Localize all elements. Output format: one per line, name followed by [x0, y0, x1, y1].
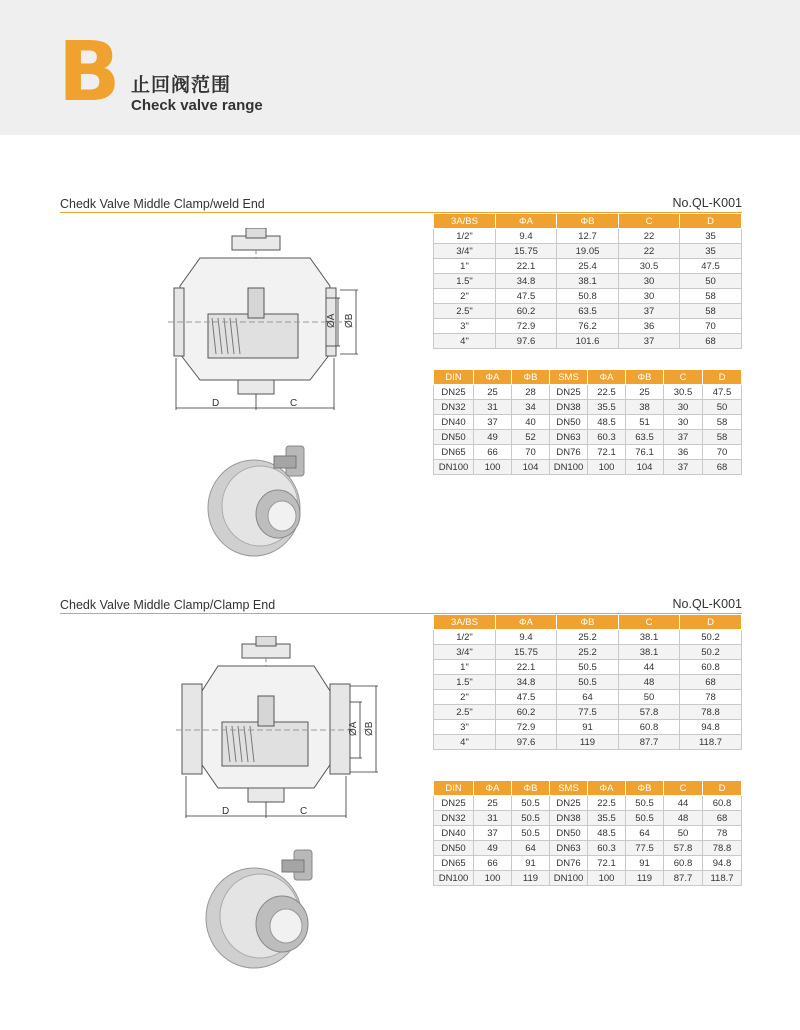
- table-cell: 1.5": [434, 675, 496, 690]
- table-header-row: [434, 615, 742, 630]
- table-cell: 1": [434, 660, 496, 675]
- table-cell: 60.8: [680, 660, 742, 675]
- section-2-inch-table: [433, 614, 742, 750]
- dim-c-label: C: [290, 398, 298, 409]
- table-cell: 22.1: [496, 259, 557, 274]
- table-row: [434, 229, 742, 244]
- table-row: [434, 811, 742, 826]
- table-cell: 28: [512, 385, 550, 400]
- column-header: SMS: [550, 781, 588, 796]
- column-header: 3A/BS: [434, 214, 496, 229]
- section-2-title: Chedk Valve Middle Clamp/Clamp End: [60, 598, 276, 612]
- section-1-inch-table: [433, 213, 742, 349]
- table-cell: 48: [664, 811, 703, 826]
- table-cell: 34: [512, 400, 550, 415]
- table-cell: 60.3: [588, 841, 626, 856]
- table-cell: DN100: [434, 871, 474, 886]
- table-cell: 50.2: [680, 645, 742, 660]
- table-cell: 118.7: [680, 735, 742, 750]
- table-cell: 60.8: [703, 796, 742, 811]
- column-header: ΦA: [474, 370, 512, 385]
- table-cell: 2": [434, 690, 496, 705]
- table-cell: DN76: [550, 856, 588, 871]
- table-cell: 37: [664, 460, 703, 475]
- table-row: [434, 415, 742, 430]
- table-cell: 44: [664, 796, 703, 811]
- table-cell: 68: [703, 811, 742, 826]
- table-cell: 87.7: [619, 735, 680, 750]
- table-cell: 2.5": [434, 705, 496, 720]
- table-cell: 66: [474, 856, 512, 871]
- table-cell: 9.4: [496, 630, 557, 645]
- table-cell: 3/4": [434, 645, 496, 660]
- table-cell: 19.05: [557, 244, 619, 259]
- table-cell: 25.4: [557, 259, 619, 274]
- table-cell: 47.5: [496, 690, 557, 705]
- table-cell: DN25: [550, 796, 588, 811]
- column-header: ΦA: [588, 370, 626, 385]
- table-cell: DN32: [434, 811, 474, 826]
- table-cell: 60.8: [619, 720, 680, 735]
- table-cell: 30.5: [619, 259, 680, 274]
- table-cell: 37: [474, 415, 512, 430]
- table-row: [434, 796, 742, 811]
- table-cell: 15.75: [496, 645, 557, 660]
- table-cell: 48: [619, 675, 680, 690]
- table-cell: 119: [512, 871, 550, 886]
- table-cell: 48.5: [588, 826, 626, 841]
- table-cell: 1": [434, 259, 496, 274]
- table-header-row: [434, 781, 742, 796]
- table-cell: 2": [434, 289, 496, 304]
- table-row: [434, 660, 742, 675]
- table-cell: 50.5: [626, 796, 664, 811]
- table-cell: 118.7: [703, 871, 742, 886]
- table-cell: DN76: [550, 445, 588, 460]
- table-cell: 4": [434, 334, 496, 349]
- table-cell: 37: [619, 334, 680, 349]
- section-1-technical-drawing: [160, 228, 380, 418]
- table-cell: DN32: [434, 400, 474, 415]
- table-cell: 78.8: [680, 705, 742, 720]
- table-cell: 58: [680, 304, 742, 319]
- section-1-metric-table: [433, 369, 742, 475]
- page-title-en: Check valve range: [131, 97, 263, 114]
- table-cell: 22: [619, 229, 680, 244]
- table-cell: 100: [474, 871, 512, 886]
- table-cell: 119: [557, 735, 619, 750]
- table-cell: 52: [512, 430, 550, 445]
- table-cell: 76.1: [626, 445, 664, 460]
- table-row: [434, 289, 742, 304]
- table-cell: 22: [619, 244, 680, 259]
- table-cell: DN25: [550, 385, 588, 400]
- table-cell: 3/4": [434, 244, 496, 259]
- dim-c-label: C: [300, 806, 308, 817]
- table-cell: 72.9: [496, 720, 557, 735]
- table-cell: 50: [680, 274, 742, 289]
- table-cell: DN65: [434, 856, 474, 871]
- table-cell: 58: [703, 430, 742, 445]
- table-cell: 104: [512, 460, 550, 475]
- table-cell: 77.5: [626, 841, 664, 856]
- table-cell: DN40: [434, 415, 474, 430]
- table-cell: 37: [664, 430, 703, 445]
- table-row: [434, 871, 742, 886]
- section-2-metric-table: [433, 780, 742, 886]
- table-cell: 66: [474, 445, 512, 460]
- table-cell: 97.6: [496, 334, 557, 349]
- table-cell: 38.1: [557, 274, 619, 289]
- table-cell: 100: [588, 871, 626, 886]
- table-cell: 91: [512, 856, 550, 871]
- table-row: [434, 630, 742, 645]
- table-cell: DN100: [550, 871, 588, 886]
- table-cell: 22.5: [588, 385, 626, 400]
- table-cell: 34.8: [496, 675, 557, 690]
- table-cell: 48.5: [588, 415, 626, 430]
- table-cell: 50.8: [557, 289, 619, 304]
- table-cell: 30: [619, 289, 680, 304]
- table-cell: DN63: [550, 430, 588, 445]
- table-cell: 30.5: [664, 385, 703, 400]
- table-cell: 4": [434, 735, 496, 750]
- table-cell: 30: [664, 415, 703, 430]
- table-cell: DN63: [550, 841, 588, 856]
- table-cell: 70: [512, 445, 550, 460]
- table-cell: DN38: [550, 400, 588, 415]
- table-row: [434, 856, 742, 871]
- column-header: C: [619, 214, 680, 229]
- table-cell: 60.8: [664, 856, 703, 871]
- column-header: ΦA: [588, 781, 626, 796]
- dim-a-label: ØA: [326, 313, 337, 328]
- table-cell: 22.5: [588, 796, 626, 811]
- table-cell: 25: [474, 385, 512, 400]
- table-row: [434, 720, 742, 735]
- table-row: [434, 430, 742, 445]
- column-header: C: [664, 781, 703, 796]
- table-cell: 12.7: [557, 229, 619, 244]
- table-cell: DN65: [434, 445, 474, 460]
- table-cell: 64: [626, 826, 664, 841]
- table-cell: 60.2: [496, 304, 557, 319]
- table-cell: 50: [703, 400, 742, 415]
- table-cell: 78.8: [703, 841, 742, 856]
- table-cell: 57.8: [664, 841, 703, 856]
- column-header: D: [680, 214, 742, 229]
- section-1-product-photo: [198, 440, 338, 565]
- column-header: D: [703, 370, 742, 385]
- table-cell: 22.1: [496, 660, 557, 675]
- table-cell: 37: [619, 304, 680, 319]
- table-cell: 47.5: [680, 259, 742, 274]
- table-cell: 31: [474, 811, 512, 826]
- page-header: [0, 0, 800, 135]
- table-row: [434, 841, 742, 856]
- table-row: [434, 445, 742, 460]
- column-header: ΦB: [512, 781, 550, 796]
- table-cell: 38.1: [619, 630, 680, 645]
- table-cell: 70: [703, 445, 742, 460]
- column-header: ΦB: [557, 214, 619, 229]
- table-cell: 60.3: [588, 430, 626, 445]
- table-cell: 72.1: [588, 856, 626, 871]
- table-cell: 68: [680, 334, 742, 349]
- table-cell: 94.8: [703, 856, 742, 871]
- table-cell: 64: [557, 690, 619, 705]
- table-cell: 25.2: [557, 645, 619, 660]
- table-cell: 97.6: [496, 735, 557, 750]
- table-cell: 50.5: [557, 675, 619, 690]
- dim-b-label: ØB: [364, 721, 375, 736]
- section-2-code: No.QL-K001: [672, 597, 742, 611]
- table-cell: 3": [434, 319, 496, 334]
- table-header-row: [434, 214, 742, 229]
- table-cell: 25: [626, 385, 664, 400]
- table-cell: DN100: [434, 460, 474, 475]
- table-cell: 63.5: [626, 430, 664, 445]
- table-row: [434, 274, 742, 289]
- table-row: [434, 304, 742, 319]
- table-cell: 38.1: [619, 645, 680, 660]
- dim-d-label: D: [222, 806, 230, 817]
- section-2-technical-drawing: [172, 636, 392, 826]
- section-1-title: Chedk Valve Middle Clamp/weld End: [60, 197, 265, 211]
- table-cell: 25: [474, 796, 512, 811]
- column-header: ΦB: [626, 370, 664, 385]
- table-cell: 30: [664, 400, 703, 415]
- table-cell: 76.2: [557, 319, 619, 334]
- table-cell: 34.8: [496, 274, 557, 289]
- table-row: [434, 319, 742, 334]
- column-header: D: [703, 781, 742, 796]
- table-cell: 77.5: [557, 705, 619, 720]
- column-header: 3A/BS: [434, 615, 496, 630]
- table-row: [434, 334, 742, 349]
- table-cell: 35: [680, 244, 742, 259]
- table-cell: 100: [588, 460, 626, 475]
- table-cell: 58: [680, 289, 742, 304]
- column-header: ΦA: [496, 214, 557, 229]
- column-header: DIN: [434, 370, 474, 385]
- table-cell: 68: [703, 460, 742, 475]
- table-cell: DN38: [550, 811, 588, 826]
- section-2-product-photo: [200, 842, 340, 977]
- table-cell: 50.2: [680, 630, 742, 645]
- table-cell: 35.5: [588, 400, 626, 415]
- column-header: ΦB: [512, 370, 550, 385]
- table-header-row: [434, 370, 742, 385]
- table-cell: 78: [703, 826, 742, 841]
- table-cell: 9.4: [496, 229, 557, 244]
- table-cell: 3": [434, 720, 496, 735]
- table-cell: 44: [619, 660, 680, 675]
- table-row: [434, 690, 742, 705]
- column-header: C: [664, 370, 703, 385]
- table-cell: 100: [474, 460, 512, 475]
- table-cell: 58: [703, 415, 742, 430]
- table-cell: 119: [626, 871, 664, 886]
- table-cell: 63.5: [557, 304, 619, 319]
- table-row: [434, 826, 742, 841]
- table-cell: 35: [680, 229, 742, 244]
- section-1-code: No.QL-K001: [672, 196, 742, 210]
- table-cell: DN50: [434, 841, 474, 856]
- table-cell: DN40: [434, 826, 474, 841]
- table-cell: 91: [557, 720, 619, 735]
- column-header: ΦA: [474, 781, 512, 796]
- table-cell: 68: [680, 675, 742, 690]
- table-cell: DN100: [550, 460, 588, 475]
- table-cell: DN50: [434, 430, 474, 445]
- table-cell: 40: [512, 415, 550, 430]
- table-cell: 50.5: [512, 811, 550, 826]
- table-cell: 38: [626, 400, 664, 415]
- table-row: [434, 244, 742, 259]
- table-cell: 49: [474, 841, 512, 856]
- column-header: ΦB: [626, 781, 664, 796]
- table-cell: DN25: [434, 385, 474, 400]
- table-cell: 50.5: [557, 660, 619, 675]
- table-cell: 1/2": [434, 630, 496, 645]
- column-header: DIN: [434, 781, 474, 796]
- section-letter: B: [58, 25, 121, 120]
- table-cell: 50.5: [512, 796, 550, 811]
- table-cell: 50: [664, 826, 703, 841]
- table-cell: 47.5: [703, 385, 742, 400]
- table-row: [434, 675, 742, 690]
- table-cell: 49: [474, 430, 512, 445]
- table-cell: 87.7: [664, 871, 703, 886]
- table-cell: 72.1: [588, 445, 626, 460]
- table-cell: 57.8: [619, 705, 680, 720]
- table-cell: 36: [664, 445, 703, 460]
- dim-d-label: D: [212, 398, 220, 409]
- table-cell: 50: [619, 690, 680, 705]
- dim-b-label: ØB: [344, 313, 355, 328]
- table-row: [434, 259, 742, 274]
- column-header: SMS: [550, 370, 588, 385]
- table-cell: 101.6: [557, 334, 619, 349]
- table-cell: 64: [512, 841, 550, 856]
- table-cell: 15.75: [496, 244, 557, 259]
- table-cell: 50.5: [626, 811, 664, 826]
- table-row: [434, 735, 742, 750]
- table-row: [434, 645, 742, 660]
- table-cell: 91: [626, 856, 664, 871]
- table-cell: 70: [680, 319, 742, 334]
- table-cell: DN50: [550, 826, 588, 841]
- table-cell: 51: [626, 415, 664, 430]
- table-cell: 31: [474, 400, 512, 415]
- table-cell: 50.5: [512, 826, 550, 841]
- table-cell: 30: [619, 274, 680, 289]
- table-cell: DN25: [434, 796, 474, 811]
- column-header: C: [619, 615, 680, 630]
- table-cell: 37: [474, 826, 512, 841]
- table-cell: 60.2: [496, 705, 557, 720]
- column-header: D: [680, 615, 742, 630]
- table-cell: 2.5": [434, 304, 496, 319]
- table-cell: 1/2": [434, 229, 496, 244]
- table-cell: 78: [680, 690, 742, 705]
- table-cell: 104: [626, 460, 664, 475]
- table-cell: 36: [619, 319, 680, 334]
- column-header: ΦA: [496, 615, 557, 630]
- table-row: [434, 400, 742, 415]
- table-cell: 1.5": [434, 274, 496, 289]
- table-row: [434, 385, 742, 400]
- table-row: [434, 460, 742, 475]
- table-cell: 25.2: [557, 630, 619, 645]
- dim-a-label: ØA: [348, 721, 359, 736]
- page-title-cn: 止回阀范围: [131, 74, 232, 96]
- table-cell: 35.5: [588, 811, 626, 826]
- table-cell: 72.9: [496, 319, 557, 334]
- column-header: ΦB: [557, 615, 619, 630]
- table-cell: 47.5: [496, 289, 557, 304]
- table-cell: DN50: [550, 415, 588, 430]
- table-cell: 94.8: [680, 720, 742, 735]
- table-row: [434, 705, 742, 720]
